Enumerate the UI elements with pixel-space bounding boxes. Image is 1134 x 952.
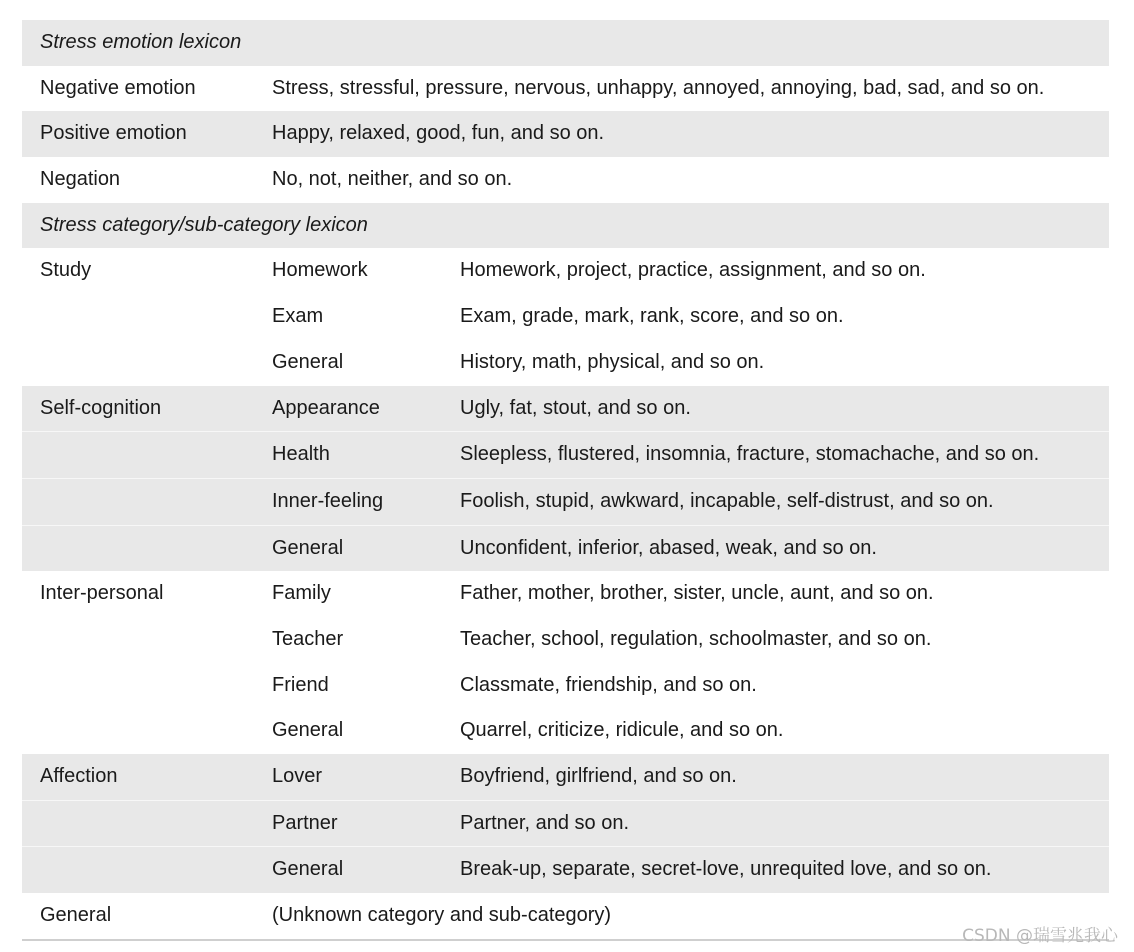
table-row: [22, 708, 1109, 754]
table-row: [22, 111, 1109, 157]
words-cell: Unconfident, inferior, abased, weak, and so on.: [460, 536, 877, 559]
table-row: [22, 478, 1109, 525]
words-cell: (Unknown category and sub-category): [272, 904, 612, 927]
watermark: CSDN @瑞雪兆我心: [962, 926, 1118, 946]
subcategory-cell: Teacher: [272, 627, 344, 650]
subcategory-cell: General: [272, 350, 344, 373]
category-cell: Self-cognition: [40, 396, 162, 419]
category-cell: Negation: [40, 168, 121, 191]
words-cell: History, math, physical, and so on.: [460, 350, 765, 373]
lexicon-table: [22, 20, 1109, 941]
subcategory-cell: General: [272, 858, 344, 881]
category-cell: Inter-personal: [40, 582, 164, 605]
table-row: [22, 754, 1109, 800]
category-cell: Positive emotion: [40, 122, 187, 145]
table-row: [22, 294, 1109, 340]
category-cell: General: [40, 904, 112, 927]
words-cell: Stress, stressful, pressure, nervous, unhappy, annoyed, annoying, bad, sad, and so on.: [272, 76, 1045, 99]
words-cell: Foolish, stupid, awkward, incapable, self-distrust, and so on.: [460, 489, 994, 512]
section-header-category: [22, 203, 1109, 249]
table-row: [22, 431, 1109, 478]
subcategory-cell: Partner: [272, 811, 338, 834]
words-cell: Homework, project, practice, assignment, and so on.: [460, 259, 926, 282]
words-cell: Classmate, friendship, and so on.: [460, 673, 757, 696]
words-cell: Sleepless, flustered, insomnia, fracture, stomachache, and so on.: [460, 443, 1040, 466]
words-cell: Boyfriend, girlfriend, and so on.: [460, 765, 737, 787]
table-row: [22, 248, 1109, 294]
table-row: [22, 66, 1109, 112]
subcategory-cell: Lover: [272, 765, 323, 787]
table-row: [22, 846, 1109, 893]
subcategory-cell: Inner-feeling: [272, 489, 384, 512]
words-cell: Partner, and so on.: [460, 811, 630, 834]
words-cell: Ugly, fat, stout, and so on.: [460, 396, 691, 419]
words-cell: Exam, grade, mark, rank, score, and so on.: [460, 305, 844, 328]
table-row: [22, 893, 1109, 941]
words-cell: Teacher, school, regulation, schoolmaster, and so on.: [460, 627, 932, 650]
table-row: [22, 571, 1109, 617]
table-row: [22, 157, 1109, 203]
table-row: [22, 800, 1109, 847]
category-cell: Negative emotion: [40, 76, 196, 99]
section-header-emotion: [22, 20, 1109, 66]
subcategory-cell: Friend: [272, 673, 329, 696]
subcategory-cell: Homework: [272, 259, 368, 282]
section-title: Stress category/sub-category lexicon: [40, 213, 368, 236]
subcategory-cell: General: [272, 719, 344, 742]
words-cell: Break-up, separate, secret-love, unrequited love, and so on.: [460, 858, 992, 881]
words-cell: Father, mother, brother, sister, uncle, aunt, and so on.: [460, 582, 934, 605]
table-row: [22, 663, 1109, 709]
subcategory-cell: Family: [272, 582, 331, 605]
words-cell: Happy, relaxed, good, fun, and so on.: [272, 122, 605, 145]
category-cell: Study: [40, 259, 92, 282]
table-row: [22, 617, 1109, 663]
subcategory-cell: General: [272, 536, 344, 559]
section-title: Stress emotion lexicon: [40, 31, 242, 53]
table-row: [22, 386, 1109, 432]
table-row: [22, 525, 1109, 572]
table-row: [22, 340, 1109, 386]
subcategory-cell: Exam: [272, 305, 324, 328]
category-cell: Affection: [40, 765, 118, 787]
subcategory-cell: Appearance: [272, 396, 380, 419]
words-cell: Quarrel, criticize, ridicule, and so on.: [460, 719, 784, 742]
subcategory-cell: Health: [272, 443, 330, 466]
words-cell: No, not, neither, and so on.: [272, 168, 513, 191]
